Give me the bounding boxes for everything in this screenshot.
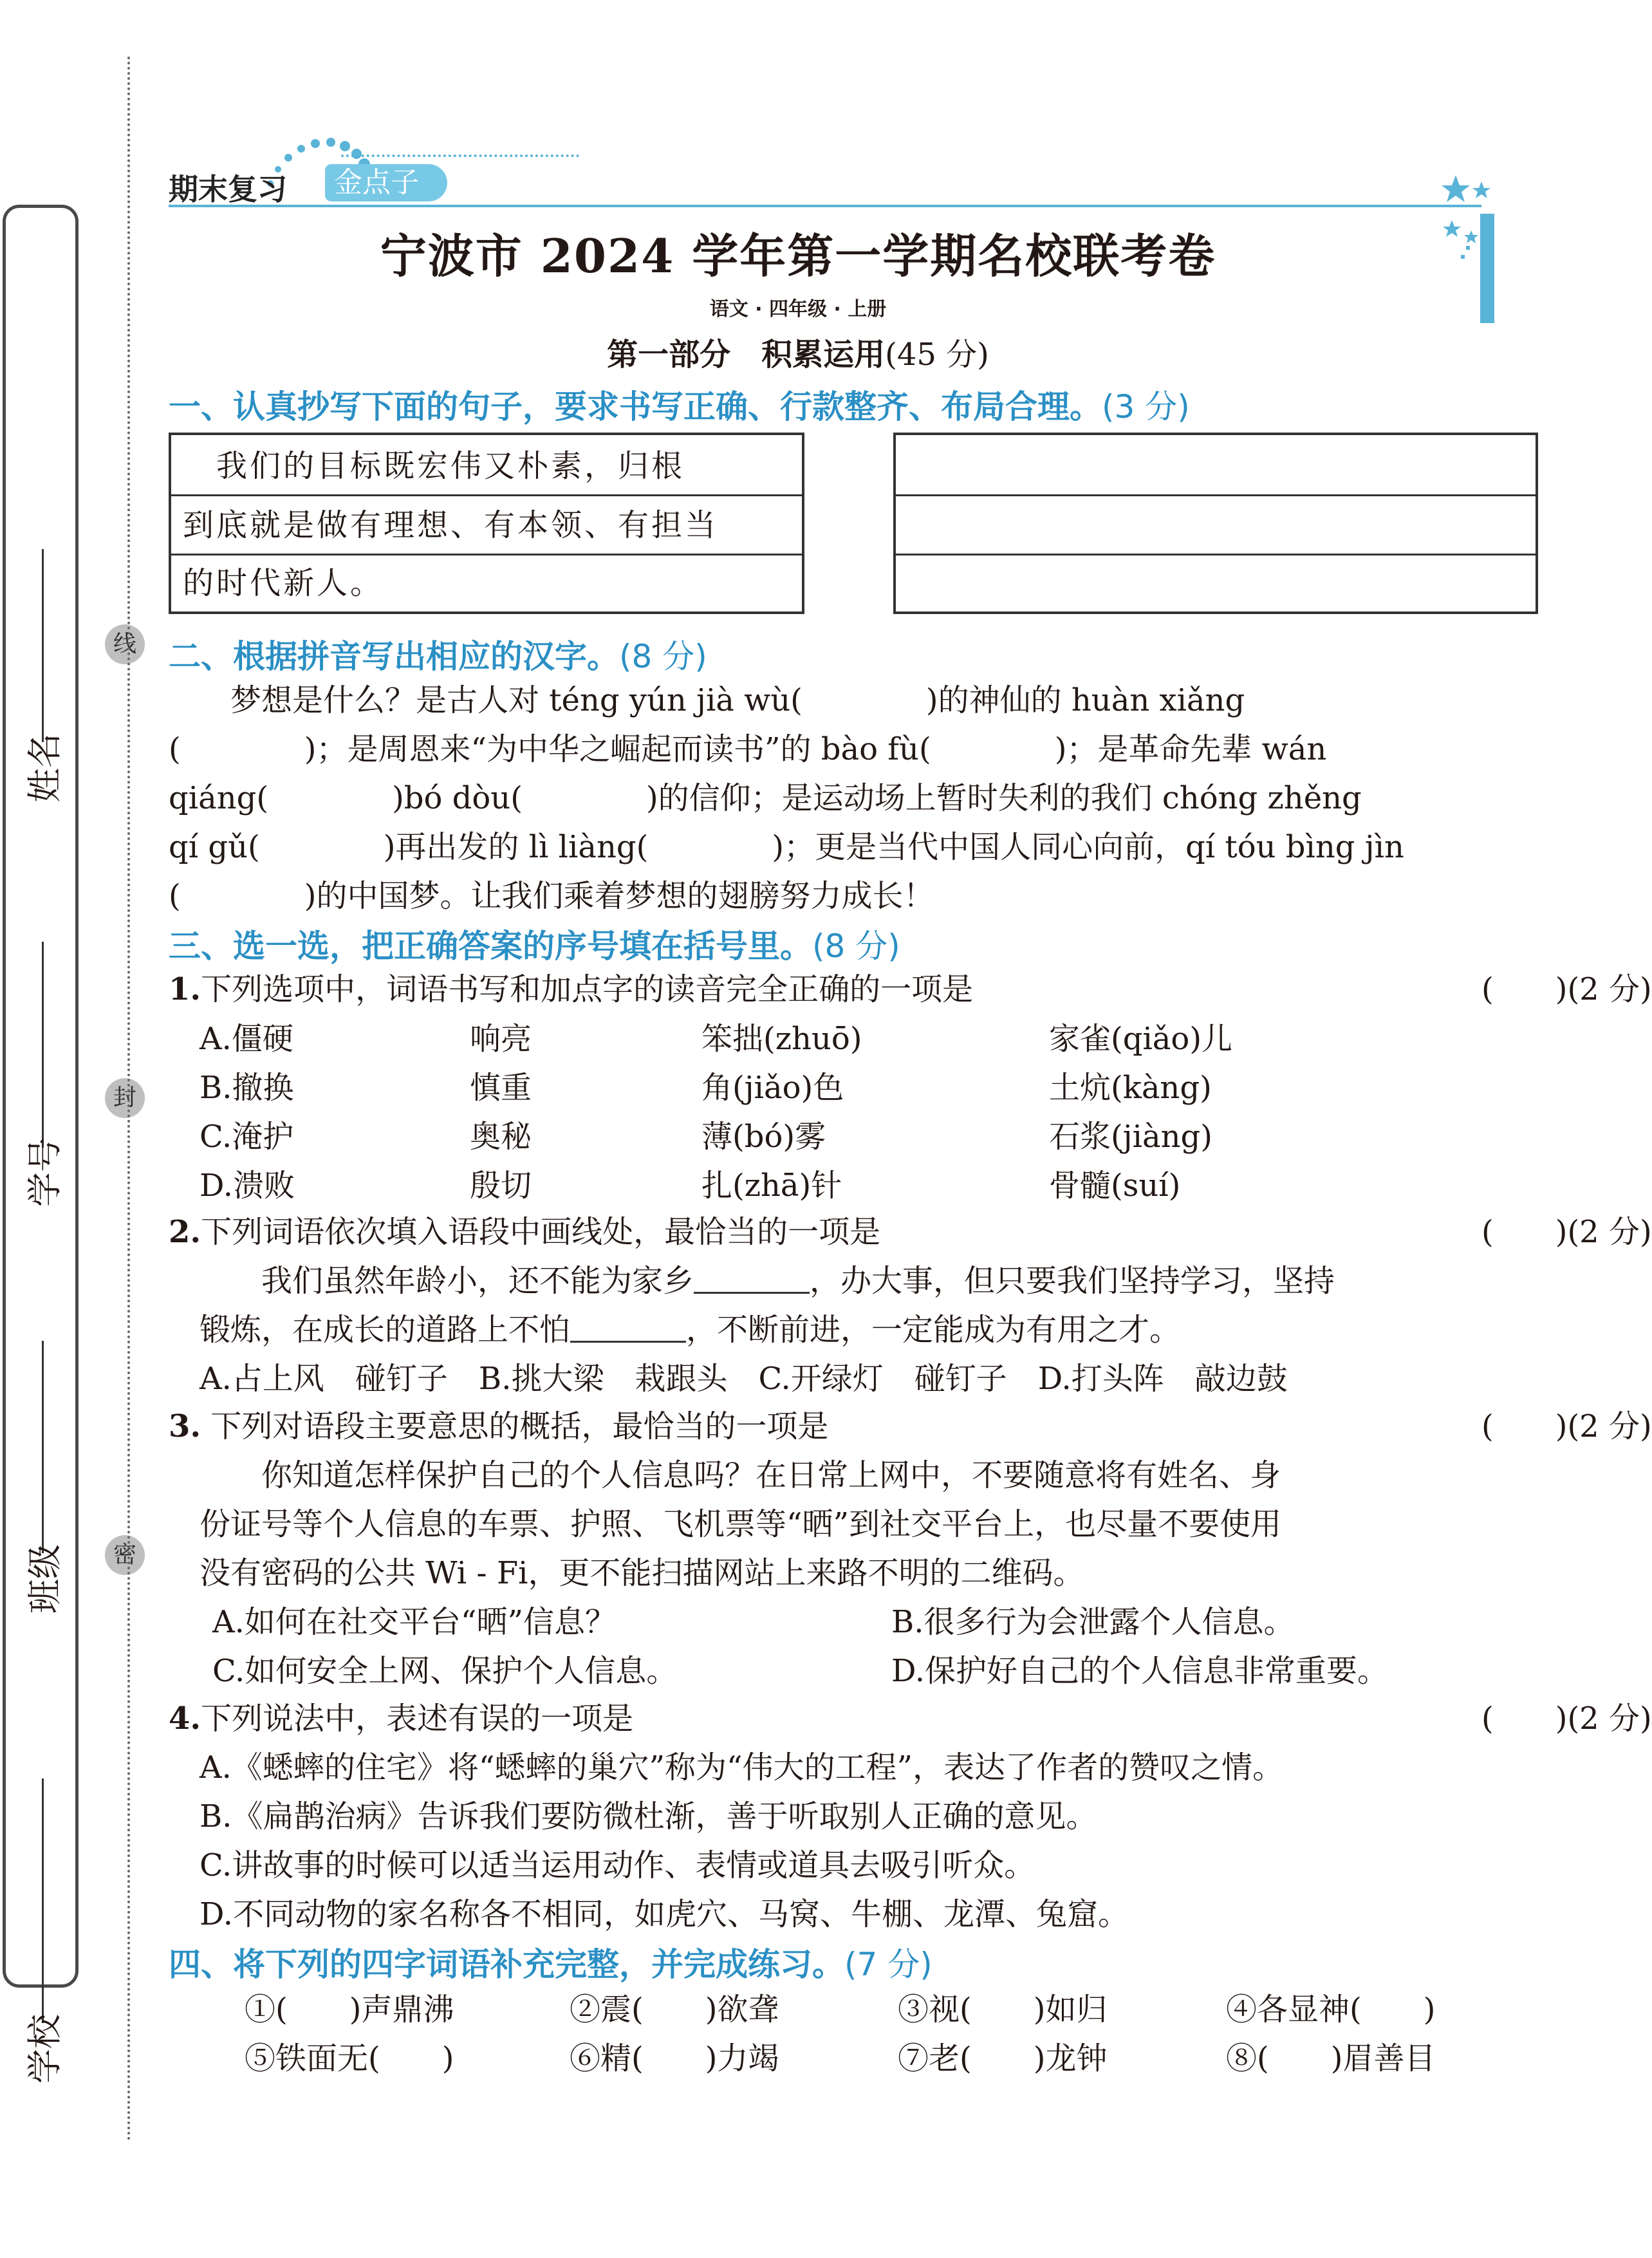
section3-title-text: 三、选一选，把正确答案的序号填在括号里。	[169, 928, 812, 965]
seal-char-seal: 封	[105, 1078, 145, 1118]
q1-option-a-1: A.僵硬	[200, 1021, 293, 1057]
q1-option-d-2: 殷切	[470, 1168, 532, 1204]
question-3-text: 下列对语段主要意思的概括，最恰当的一项是	[201, 1408, 829, 1444]
fill-blank-1[interactable]	[694, 1264, 810, 1294]
seal-char-line: 线	[105, 624, 145, 664]
question-1-number: 1.	[169, 971, 201, 1007]
q1-option-c-4: 石浆(jiàng)	[1049, 1119, 1212, 1155]
q4-option-d: D.不同动物的家名称各不相同，如虎穴、马窝、牛棚、龙潭、兔窟。	[200, 1896, 1129, 1932]
copy-source-divider	[171, 494, 802, 496]
class-field[interactable]	[24, 1341, 65, 1637]
section4-title-text: 四、将下列的四字词语补充完整，并完成练习。	[169, 1946, 844, 1983]
student-id-label: 学号	[24, 1137, 65, 1207]
question-1	[169, 969, 1652, 1010]
section4-points: (7 分)	[844, 1946, 933, 1983]
pinyin-line-1: 梦想是什么？是古人对 téng yún jià wù( )的神仙的 huàn xiǎng	[169, 682, 1245, 718]
question-3-passage-line-2: 份证号等个人信息的车票、护照、飞机票等“晒”到社交平台上，也尽量不要使用	[200, 1506, 1282, 1542]
part-title	[0, 330, 1596, 374]
school-line	[42, 1778, 44, 2023]
pinyin-line-4: qí gǔ( )再出发的 lì liàng( )；更是当代中国人同心向前，qí tóu bìng jìn	[169, 829, 1404, 865]
q4-option-c: C.讲故事的时候可以适当运用动作、表情或道具去吸引听众。	[200, 1847, 1035, 1883]
logo-text: 期末复习	[169, 172, 287, 207]
idiom-item-1[interactable]: ①( )声鼎沸	[245, 1992, 454, 2028]
question-2-passage-line-1	[200, 1260, 1335, 1302]
pinyin-line-5: ( )的中国梦。让我们乘着梦想的翅膀努力成长！	[169, 878, 934, 914]
header-rule	[169, 205, 1481, 207]
class-label: 班级	[24, 1544, 65, 1614]
question-4-number: 4.	[169, 1701, 201, 1737]
student-id-line	[42, 942, 44, 1148]
name-field[interactable]	[24, 549, 65, 819]
q1-option-b-4: 土炕(kàng)	[1049, 1070, 1212, 1106]
q1-option-a-2: 响亮	[470, 1021, 532, 1057]
copy-line-1: 我们的目标既宏伟又朴素，归根	[183, 448, 685, 484]
part-points: (45 分)	[885, 337, 989, 373]
school-label: 学校	[24, 2014, 65, 2084]
question-2-answer-slot[interactable]: ( )(2 分)	[1481, 1214, 1652, 1250]
section1-title-text: 一、认真抄写下面的句子，要求书写正确、行款整齐、布局合理。	[169, 388, 1102, 425]
question-3-answer-slot[interactable]: ( )(2 分)	[1481, 1408, 1652, 1444]
question-2-text: 下列词语依次填入语段中画线处，最恰当的一项是	[201, 1214, 881, 1250]
copy-answer-divider	[896, 554, 1536, 555]
section2-points: (8 分)	[619, 638, 707, 675]
exam-subtitle: 语文 · 四年级 · 上册	[709, 298, 887, 321]
q3-option-b: B.很多行为会泄露个人信息。	[891, 1604, 1295, 1640]
q1-option-c-2: 奥秘	[470, 1119, 532, 1155]
question-1-options	[200, 1018, 1422, 1211]
pinyin-line-3: qiáng( )bó dòu( )的信仰；是运动场上暂时失利的我们 chóng zhěng	[169, 780, 1362, 816]
fill-blank-2[interactable]	[570, 1312, 686, 1343]
q1-option-d-4: 骨髓(suí)	[1049, 1168, 1181, 1204]
copy-answer-box[interactable]	[893, 433, 1538, 614]
idiom-item-4[interactable]: ④各显神( )	[1226, 1992, 1436, 2028]
question-2-options: A.占上风 碰钉子 B.挑大梁 栽跟头 C.开绿灯 碰钉子 D.打头阵 敲边鼓	[200, 1361, 1288, 1397]
question-2	[169, 1211, 1652, 1253]
q1-option-a-3: 笨拙(zhuō)	[701, 1021, 862, 1057]
idiom-item-5[interactable]: ⑤铁面无( )	[245, 2040, 454, 2076]
q3-option-a: A.如何在社交平台“晒”信息？	[212, 1604, 617, 1640]
seal-char-secret: 密	[105, 1535, 145, 1575]
binding-panel	[3, 205, 79, 2084]
question-1-answer-slot[interactable]: ( )(2 分)	[1481, 971, 1652, 1007]
section1-title	[169, 381, 1190, 427]
part-title-text: 第一部分 积累运用	[607, 337, 886, 373]
q1-option-b-3: 角(jiǎo)色	[701, 1070, 844, 1106]
question-4-text: 下列说法中，表述有误的一项是	[201, 1701, 634, 1737]
copy-line-3: 的时代新人。	[183, 565, 384, 601]
question-3	[169, 1406, 1652, 1447]
exam-title: 宁波市 2024 学年第一学期名校联考卷	[380, 229, 1216, 283]
name-line	[42, 549, 44, 742]
question-3-number: 3.	[169, 1408, 201, 1444]
section2-title	[169, 631, 707, 677]
q3-option-d: D.保护好自己的个人信息非常重要。	[891, 1653, 1389, 1689]
passage-text: ，办大事，但只要我们坚持学习，坚持	[810, 1263, 1335, 1299]
section1-points: (3 分)	[1102, 388, 1190, 425]
section2-title-text: 二、根据拼音写出相应的汉字。	[169, 638, 619, 675]
q1-option-b-1: B.撤换	[200, 1070, 294, 1106]
pinyin-line-2: ( )；是周恩来“为中华之崛起而读书”的 bào fù( )；是革命先辈 wán	[169, 731, 1327, 767]
idiom-item-6[interactable]: ⑥精( )力竭	[570, 2040, 779, 2076]
idiom-item-2[interactable]: ②震( )欲聋	[570, 1992, 779, 2028]
school-field[interactable]	[24, 1778, 65, 2113]
q1-option-c-3: 薄(bó)雾	[701, 1119, 826, 1155]
copy-line-2: 到底就是做有理想、有本领、有担当	[183, 507, 719, 543]
q4-option-b: B.《扁鹊治病》告诉我们要防微杜渐，善于听取别人正确的意见。	[200, 1798, 1097, 1834]
copy-source-box	[169, 433, 804, 614]
question-2-passage-line-2	[200, 1309, 1180, 1350]
q1-option-c-1: C.淹护	[200, 1119, 294, 1155]
copy-answer-divider	[896, 494, 1536, 496]
section4-title	[169, 1939, 933, 1985]
question-2-number: 2.	[169, 1214, 201, 1250]
idiom-item-3[interactable]: ③视( )如归	[898, 1992, 1108, 2028]
logo-badge: 金点子	[325, 164, 447, 201]
section3-title	[169, 920, 900, 967]
idiom-item-8[interactable]: ⑧( )眉善目	[1226, 2040, 1436, 2076]
idiom-item-7[interactable]: ⑦老( )龙钟	[898, 2040, 1108, 2076]
passage-text: 锻炼，在成长的道路上不怕	[200, 1312, 571, 1348]
q1-option-d-1: D.溃败	[200, 1168, 295, 1204]
passage-text: ，不断前进，一定能成为有用之才。	[686, 1312, 1181, 1348]
section3-points: (8 分)	[812, 928, 900, 965]
name-label: 姓名	[24, 733, 65, 803]
passage-text: 我们虽然年龄小，还不能为家乡	[200, 1263, 694, 1299]
q3-option-c: C.如何安全上网、保护个人信息。	[212, 1653, 678, 1689]
student-id-field[interactable]	[24, 942, 65, 1225]
q1-option-b-2: 慎重	[470, 1070, 532, 1106]
q1-option-a-4: 家雀(qiǎo)儿	[1049, 1021, 1233, 1057]
question-1-text: 下列选项中，词语书写和加点字的读音完全正确的一项是	[201, 971, 974, 1007]
question-4-answer-slot[interactable]: ( )(2 分)	[1481, 1701, 1652, 1737]
class-line	[42, 1341, 44, 1553]
question-3-passage-line-1: 你知道怎样保护自己的个人信息吗？在日常上网中，不要随意将有姓名、身	[200, 1457, 1281, 1493]
q1-option-d-3: 扎(zhā)针	[701, 1168, 842, 1204]
q4-option-a: A.《蟋蟀的住宅》将“蟋蟀的巢穴”称为“伟大的工程”，表达了作者的赞叹之情。	[200, 1749, 1284, 1786]
copy-source-divider	[171, 554, 802, 555]
header-dotted-line	[341, 154, 579, 157]
question-4	[169, 1698, 1652, 1739]
question-3-passage-line-3: 没有密码的公共 Wi - Fi，更不能扫描网站上来路不明的二维码。	[200, 1555, 1084, 1591]
